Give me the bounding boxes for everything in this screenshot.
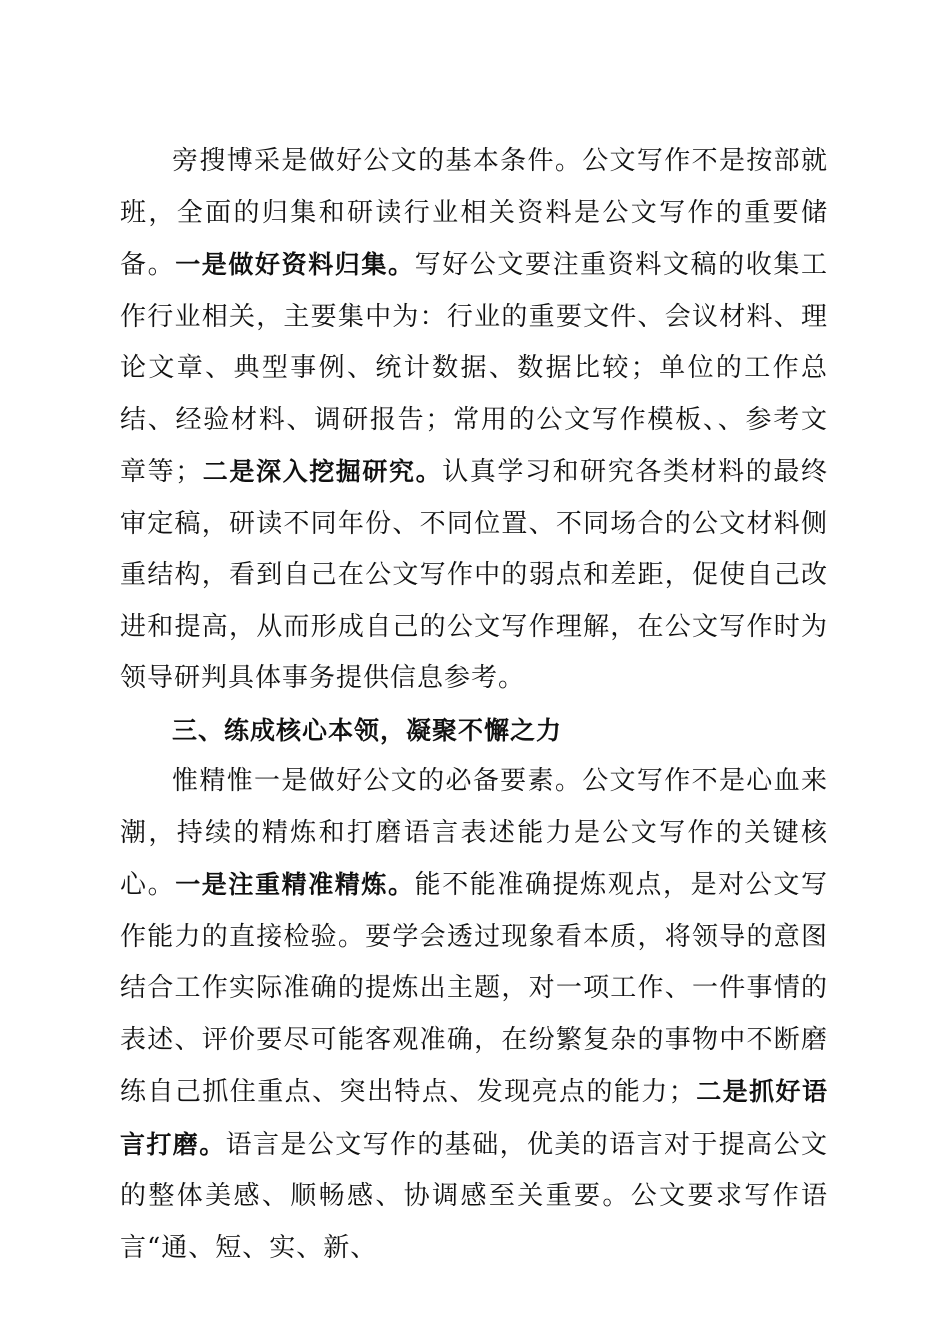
point-text: 写好公文要注重资料文稿的收集工作行业相关，主要集中为：行业的重要文件、会议材料、理论文章、典型事例、统计数据、数据比较；单位的工作总结、经验材料、调研报告；常用的公文写作模板、、参考文章等； bbox=[120, 250, 828, 487]
point-title-precision: 一是注重精准精炼。 bbox=[175, 870, 415, 899]
paragraph-core-skills bbox=[120, 756, 828, 1274]
section-heading: 三、练成核心本领，凝聚不懈之力 bbox=[172, 715, 563, 745]
point-title-deep-research: 二是深入挖掘研究。 bbox=[202, 457, 443, 486]
paragraph-resource-collection bbox=[120, 136, 828, 705]
paragraph-lead-text: 旁搜博采是做好公文的基本条件。公文写作不是按部就班，全面的归集和研读行业相关资料是公文写作的重要储备。 bbox=[120, 146, 828, 280]
point-text: 认真学习和研究各类材料的最终审定稿，研读不同年份、不同位置、不同场合的公文材料侧重结构，看到自己在公文写作中的弱点和差距，促使自己改进和提高，从而形成自己的公文写作理解，在公文写作时为领导研判具体事务提供信息参考。 bbox=[120, 457, 828, 693]
point-title-collect-materials: 一是做好资料归集。 bbox=[175, 250, 415, 279]
document-body bbox=[120, 136, 828, 1274]
point-title-language-polish: 二是抓好语言打磨。 bbox=[120, 1077, 828, 1159]
paragraph-lead-text: 惟精惟一是做好公文的必备要素。公文写作不是心血来潮，持续的精炼和打磨语言表述能力是公文写作的关键核心。 bbox=[120, 766, 828, 900]
point-text: 语言是公文写作的基础，优美的语言对于提高公文的整体美感、顺畅感、协调感至关重要。公文要求写作语言“通、短、实、新、 bbox=[120, 1129, 828, 1263]
point-text: 能不能准确提炼观点，是对公文写作能力的直接检验。要学会透过现象看本质，将领导的意图结合工作实际准确的提炼出主题，对一项工作、一件事情的表述、评价要尽可能客观准确，在纷繁复杂的事物中不断磨练自己抓住重点、突出特点、发现亮点的能力； bbox=[120, 870, 828, 1107]
